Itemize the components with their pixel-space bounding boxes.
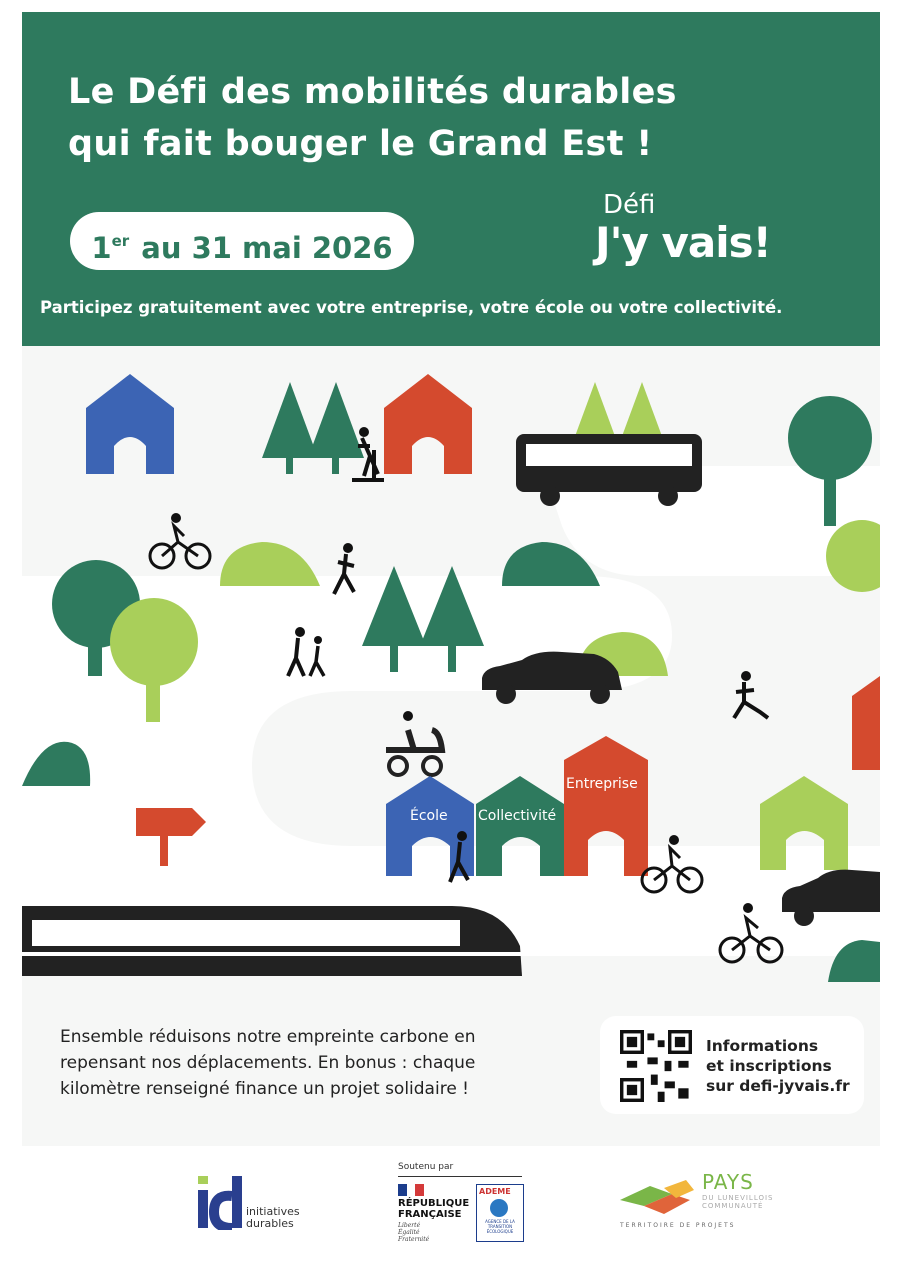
rf-motto: [398, 1222, 429, 1243]
tree-trunk: [146, 676, 160, 722]
id-logo-icon: [198, 1176, 242, 1230]
ademe-name: ADEME: [479, 1187, 511, 1196]
ademe-subtitle: AGENCE DE LA TRANSITION ÉCOLOGIQUE: [485, 1219, 515, 1234]
tree-trunk: [824, 466, 836, 526]
divider: [398, 1176, 522, 1177]
id-line-1: initiatives: [246, 1205, 300, 1218]
bus-wheel: [658, 486, 678, 506]
pays-sub-1: DU LUNEVILLOIS: [702, 1194, 774, 1202]
rf-motto-1: Liberté: [398, 1222, 421, 1229]
tagline-line-2: repensant nos déplacements. En bonus : chaque: [60, 1053, 476, 1073]
pays-sub-2: COMMUNAUTÉ: [702, 1202, 764, 1210]
tagline-line-1: Ensemble réduisons notre empreinte carbone en: [60, 1027, 476, 1047]
rf-motto-2: Égalité: [398, 1229, 420, 1236]
cyclist-head: [171, 513, 181, 523]
tree-trunk: [332, 456, 339, 474]
bus-windows: [526, 444, 692, 466]
pays-logo: [616, 1168, 774, 1234]
car-wheel: [496, 684, 516, 704]
qr-code-icon[interactable]: [620, 1030, 692, 1102]
rf-motto-3: Fraternité: [398, 1236, 430, 1243]
rf-text: [398, 1198, 469, 1220]
child-pedestrian-icon: [314, 636, 322, 644]
date-rest: au 31 mai 2026: [131, 231, 393, 265]
republique-francaise-logo: [398, 1184, 472, 1248]
pays-tagline: TERRITOIRE DE PROJETS: [620, 1222, 736, 1229]
header-banner: [22, 12, 880, 346]
label-collectivite: Collectivité: [478, 808, 557, 824]
date-day: 1: [91, 231, 112, 265]
marianne-flag-icon: [398, 1184, 424, 1196]
pedestrian-icon: [457, 831, 467, 841]
cyclist-head: [669, 835, 679, 845]
signpost-pole: [160, 836, 168, 866]
tree-round-icon: [110, 598, 198, 686]
pays-emblem-icon: [620, 1176, 698, 1216]
logo-jyvais-text: J'y vais!: [595, 218, 771, 267]
soutenu-par-label: Soutenu par: [398, 1162, 454, 1172]
moped-rider-head: [403, 711, 413, 721]
id-line-2: durables: [246, 1217, 294, 1230]
date-badge: [70, 212, 414, 270]
initiatives-durables-logo: [198, 1176, 318, 1232]
info-card: [600, 1016, 864, 1114]
title-line-2: qui fait bouger le Grand Est !: [68, 124, 653, 164]
info-line-3[interactable]: sur defi-jyvais.fr: [706, 1077, 850, 1095]
rf-line-2: FRANÇAISE: [398, 1209, 462, 1220]
ademe-logo: [476, 1184, 524, 1242]
tagline-line-3: kilomètre renseigné finance un projet solidaire !: [60, 1079, 469, 1099]
pays-subtitle: [702, 1194, 774, 1210]
label-entreprise: Entreprise: [566, 776, 638, 792]
tree-trunk: [88, 636, 102, 676]
cyclist-head: [743, 903, 753, 913]
rollerblader-icon: [741, 671, 751, 681]
title-line-1: Le Défi des mobilités durables: [68, 72, 677, 112]
tree-trunk: [390, 644, 398, 672]
pedestrian-icon: [295, 627, 305, 637]
rf-line-1: RÉPUBLIQUE: [398, 1198, 470, 1209]
tagline: [60, 1024, 580, 1102]
ademe-globe-icon: [490, 1199, 508, 1217]
signpost-icon: [136, 808, 206, 836]
date-ordinal: er: [111, 232, 130, 250]
car-wheel: [794, 906, 814, 926]
train-stripe: [22, 952, 522, 956]
id-logo-text: [246, 1206, 300, 1230]
pays-title: PAYS: [702, 1170, 754, 1194]
bus-wheel: [540, 486, 560, 506]
pedestrian-icon: [343, 543, 353, 553]
subtitle: Participez gratuitement avec votre entreprise, votre école ou votre collectivité.: [40, 298, 783, 317]
info-text: [706, 1036, 850, 1096]
logo-defi-text: Défi: [603, 190, 656, 220]
person-scooter-icon: [359, 427, 369, 437]
page-title: [68, 66, 788, 170]
tree-trunk: [448, 644, 456, 672]
car-wheel: [590, 684, 610, 704]
label-ecole: École: [410, 808, 448, 824]
tree-trunk: [286, 456, 293, 474]
train-windows: [32, 920, 460, 946]
info-line-2: et inscriptions: [706, 1057, 832, 1075]
info-line-1: Informations: [706, 1037, 819, 1055]
